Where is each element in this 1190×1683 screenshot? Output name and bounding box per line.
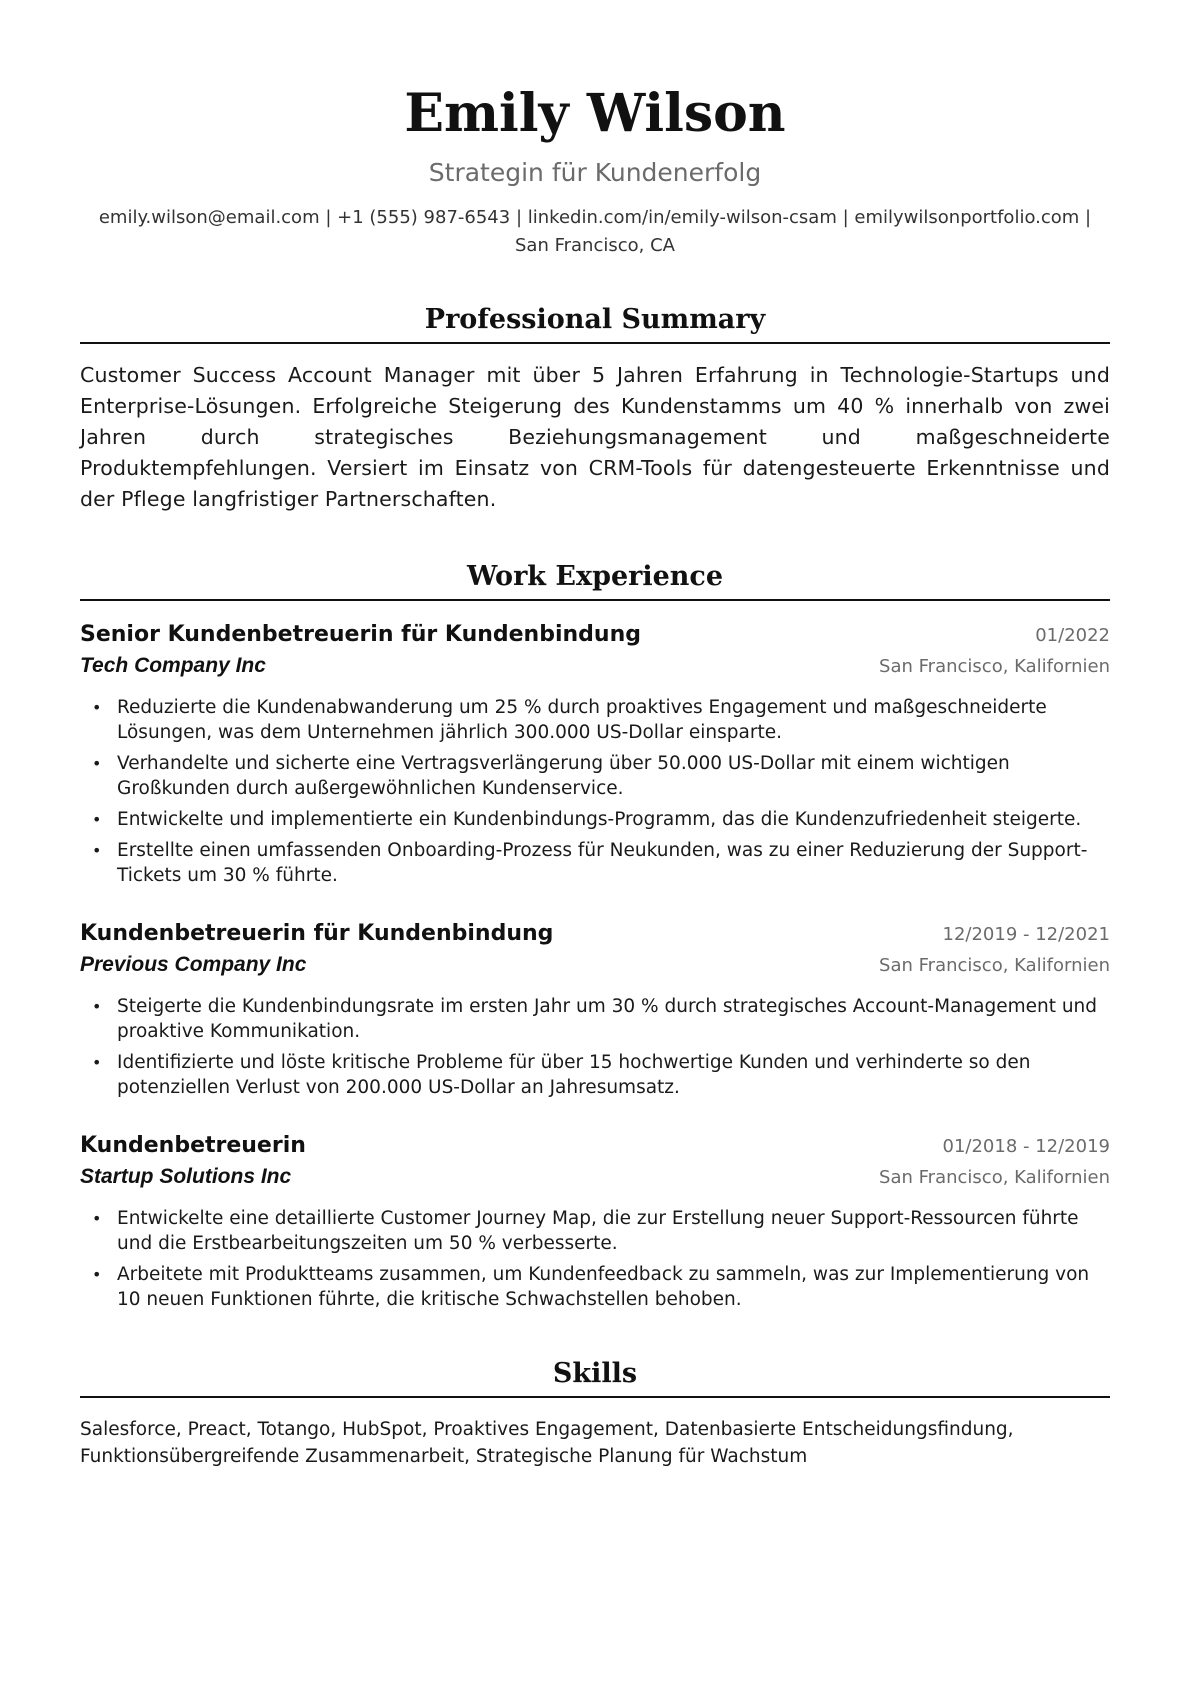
summary-section <box>80 302 1110 515</box>
job-date: 01/2022 <box>1035 625 1110 646</box>
candidate-name: Emily Wilson <box>404 83 786 144</box>
contact-line <box>80 204 1110 260</box>
job-title: Kundenbetreuerin <box>80 1133 306 1158</box>
section-heading-skills: Skills <box>552 1358 638 1389</box>
resume-header <box>80 0 1110 260</box>
skills-text: Salesforce, Preact, Totango, HubSpot, Proaktives Engagement, Datenbasierte Entscheidungsfindung, Funktionsübergreifende Zusammenarbeit, Strategische Planung für Wachstum <box>80 1419 1014 1467</box>
job-entry <box>80 918 1110 1100</box>
job-entry <box>80 619 1110 888</box>
job-bullet: • Reduzierte die Kundenabwanderung um 25 % durch proaktives Engagement und maßgeschneiderte Lösungen, was dem Unternehmen jährlich 300.000 US-Dollar einsparte. <box>80 695 1110 745</box>
job-date: 01/2018 - 12/2019 <box>942 1136 1110 1157</box>
job-bullet: • Identifizierte und löste kritische Probleme für über 15 hochwertige Kunden und verhinderte so den potenziellen Verlust von 200.000 US-Dollar an Jahresumsatz. <box>80 1050 1110 1100</box>
job-bullet: • Verhandelte und sicherte eine Vertragsverlängerung über 50.000 US-Dollar mit einem wichtigen Großkunden durch außergewöhnlichen Kundenservice. <box>80 751 1110 801</box>
contact-location: San Francisco, CA <box>515 235 675 256</box>
contact-portfolio: emilywilsonportfolio.com <box>854 207 1080 228</box>
company-name: Previous Company Inc <box>80 953 307 976</box>
section-divider <box>80 599 1110 601</box>
job-location: San Francisco, Kalifornien <box>879 1167 1110 1188</box>
contact-separator: | <box>1085 207 1092 228</box>
job-bullet: • Entwickelte eine detaillierte Customer Journey Map, die zur Erstellung neuer Support-Ressourcen führte und die Erstbearbeitungszeiten um 50 % verbesserte. <box>80 1206 1110 1256</box>
section-heading-work: Work Experience <box>466 561 724 592</box>
work-experience-section <box>80 559 1110 1312</box>
job-bullet: • Arbeitete mit Produktteams zusammen, um Kundenfeedback zu sammeln, was zur Implementierung von 10 neuen Funktionen führte, die kritische Schwachstellen behoben. <box>80 1262 1110 1312</box>
contact-linkedin: linkedin.com/in/emily-wilson-csam <box>527 207 837 228</box>
job-bullets <box>80 1206 1110 1312</box>
job-location: San Francisco, Kalifornien <box>879 656 1110 677</box>
contact-separator: | <box>515 207 523 228</box>
contact-separator: | <box>325 207 332 228</box>
section-heading-summary: Professional Summary <box>424 304 766 335</box>
skills-section <box>80 1356 1110 1470</box>
job-bullet: • Steigerte die Kundenbindungsrate im ersten Jahr um 30 % durch strategisches Account-Management und proaktive Kommunikation. <box>80 994 1110 1044</box>
contact-email: emily.wilson@email.com <box>98 207 320 228</box>
job-title: Kundenbetreuerin für Kundenbindung <box>80 921 554 946</box>
job-bullet: • Erstellte einen umfassenden Onboarding-Prozess für Neukunden, was zu einer Reduzierung der Support-Tickets um 30 % führte. <box>80 838 1110 888</box>
contact-separator: | <box>842 207 849 228</box>
job-bullet: • Entwickelte und implementierte ein Kundenbindungs-Programm, das die Kundenzufriedenheit steigerte. <box>80 807 1110 832</box>
job-title: Senior Kundenbetreuerin für Kundenbindung <box>80 622 641 647</box>
job-location: San Francisco, Kalifornien <box>879 955 1110 976</box>
job-date: 12/2019 - 12/2021 <box>942 924 1110 945</box>
section-divider <box>80 342 1110 344</box>
candidate-title: Strategin für Kundenerfolg <box>428 158 762 187</box>
job-entry <box>80 1130 1110 1312</box>
job-bullets <box>80 994 1110 1100</box>
summary-text: Customer Success Account Manager mit über 5 Jahren Erfahrung in Technologie-Startups und Enterprise-Lösungen. Erfolgreiche Steigerung des Kundenstamms um 40 % innerhalb von zwei Jahren durch strategisches Beziehungsmanagement und maßgeschneiderte Produktempfehlungen. Versiert im Einsatz von CRM-Tools für datengesteuerte Erkenntnisse und der Pflege langfristiger Partnerschaften. <box>80 363 1110 511</box>
contact-phone: +1 (555) 987-6543 <box>337 207 511 228</box>
company-name: Startup Solutions Inc <box>80 1165 292 1188</box>
company-name: Tech Company Inc <box>80 654 266 677</box>
job-bullets <box>80 695 1110 888</box>
section-divider <box>80 1396 1110 1398</box>
